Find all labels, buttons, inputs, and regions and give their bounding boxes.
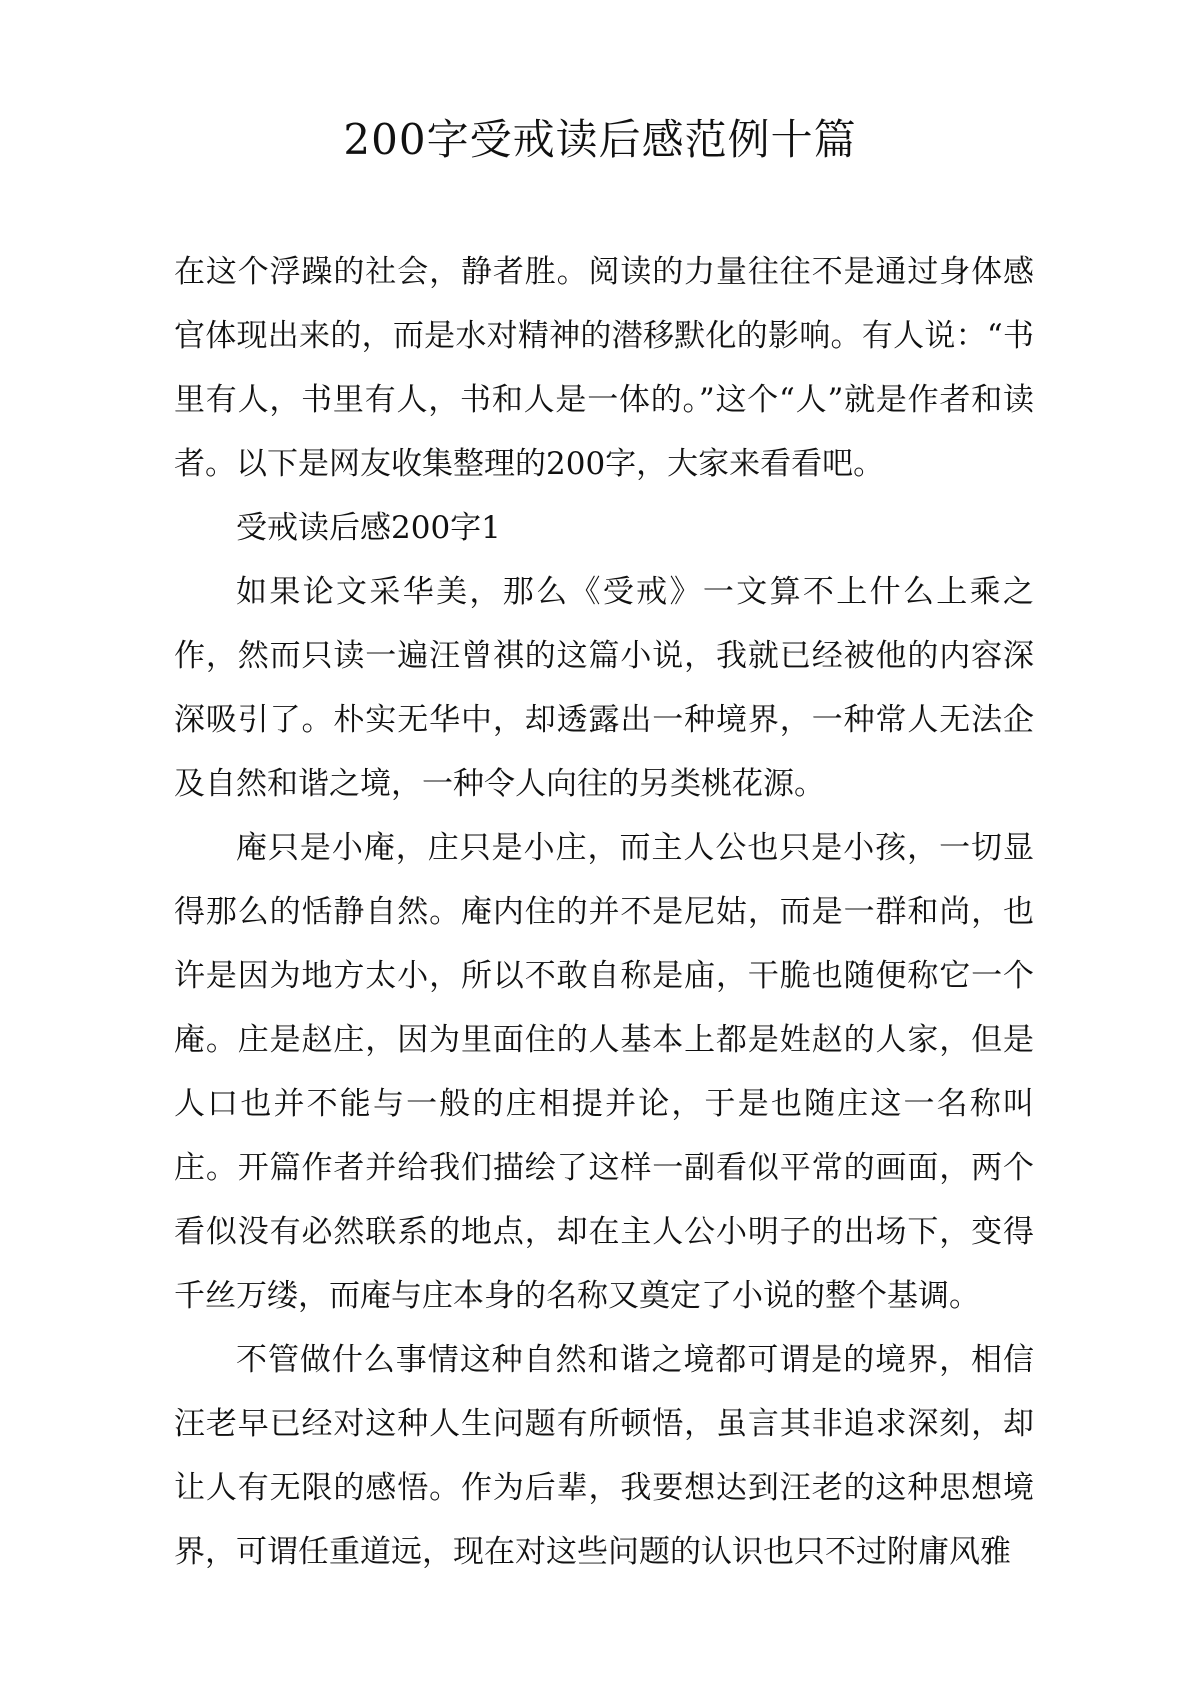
document-body bbox=[174, 240, 1034, 1584]
body-paragraph-1: 如果论文采华美，那么《受戒》一文算不上什么上乘之作，然而只读一遍汪曾祺的这篇小说，我就已经被他的内容深深吸引了。朴实无华中，却透露出一种境界，一种常人无法企及自然和谐之境，一种令人向往的另类桃花源。 bbox=[174, 574, 1034, 802]
document-title: 200字受戒读后感范例十篇 bbox=[343, 115, 857, 164]
intro-paragraph: 在这个浮躁的社会，静者胜。阅读的力量往往不是通过身体感官体现出来的，而是水对精神的潜移默化的影响。有人说：“书里有人，书里有人，书和人是一体的。”这个“人”就是作者和读者。以下是网友收集整理的200字，大家来看看吧。 bbox=[174, 254, 1034, 482]
section-heading: 受戒读后感200字1 bbox=[236, 510, 501, 546]
body-paragraph-3: 不管做什么事情这种自然和谐之境都可谓是的境界，相信汪老早已经对这种人生问题有所顿悟，虽言其非追求深刻，却让人有无限的感悟。作为后辈，我要想达到汪老的这种思想境界，可谓任重道远，现在对这些问题的认识也只不过附庸风雅 bbox=[174, 1342, 1034, 1570]
body-paragraph-2: 庵只是小庵，庄只是小庄，而主人公也只是小孩，一切显得那么的恬静自然。庵内住的并不是尼姑，而是一群和尚，也许是因为地方太小，所以不敢自称是庙，干脆也随便称它一个庵。庄是赵庄，因为里面住的人基本上都是姓赵的人家，但是人口也并不能与一般的庄相提并论，于是也随庄这一名称叫庄。开篇作者并给我们描绘了这样一副看似平常的画面，两个看似没有必然联系的地点，却在主人公小明子的出场下，变得千丝万缕，而庵与庄本身的名称又奠定了小说的整个基调。 bbox=[174, 830, 1034, 1314]
